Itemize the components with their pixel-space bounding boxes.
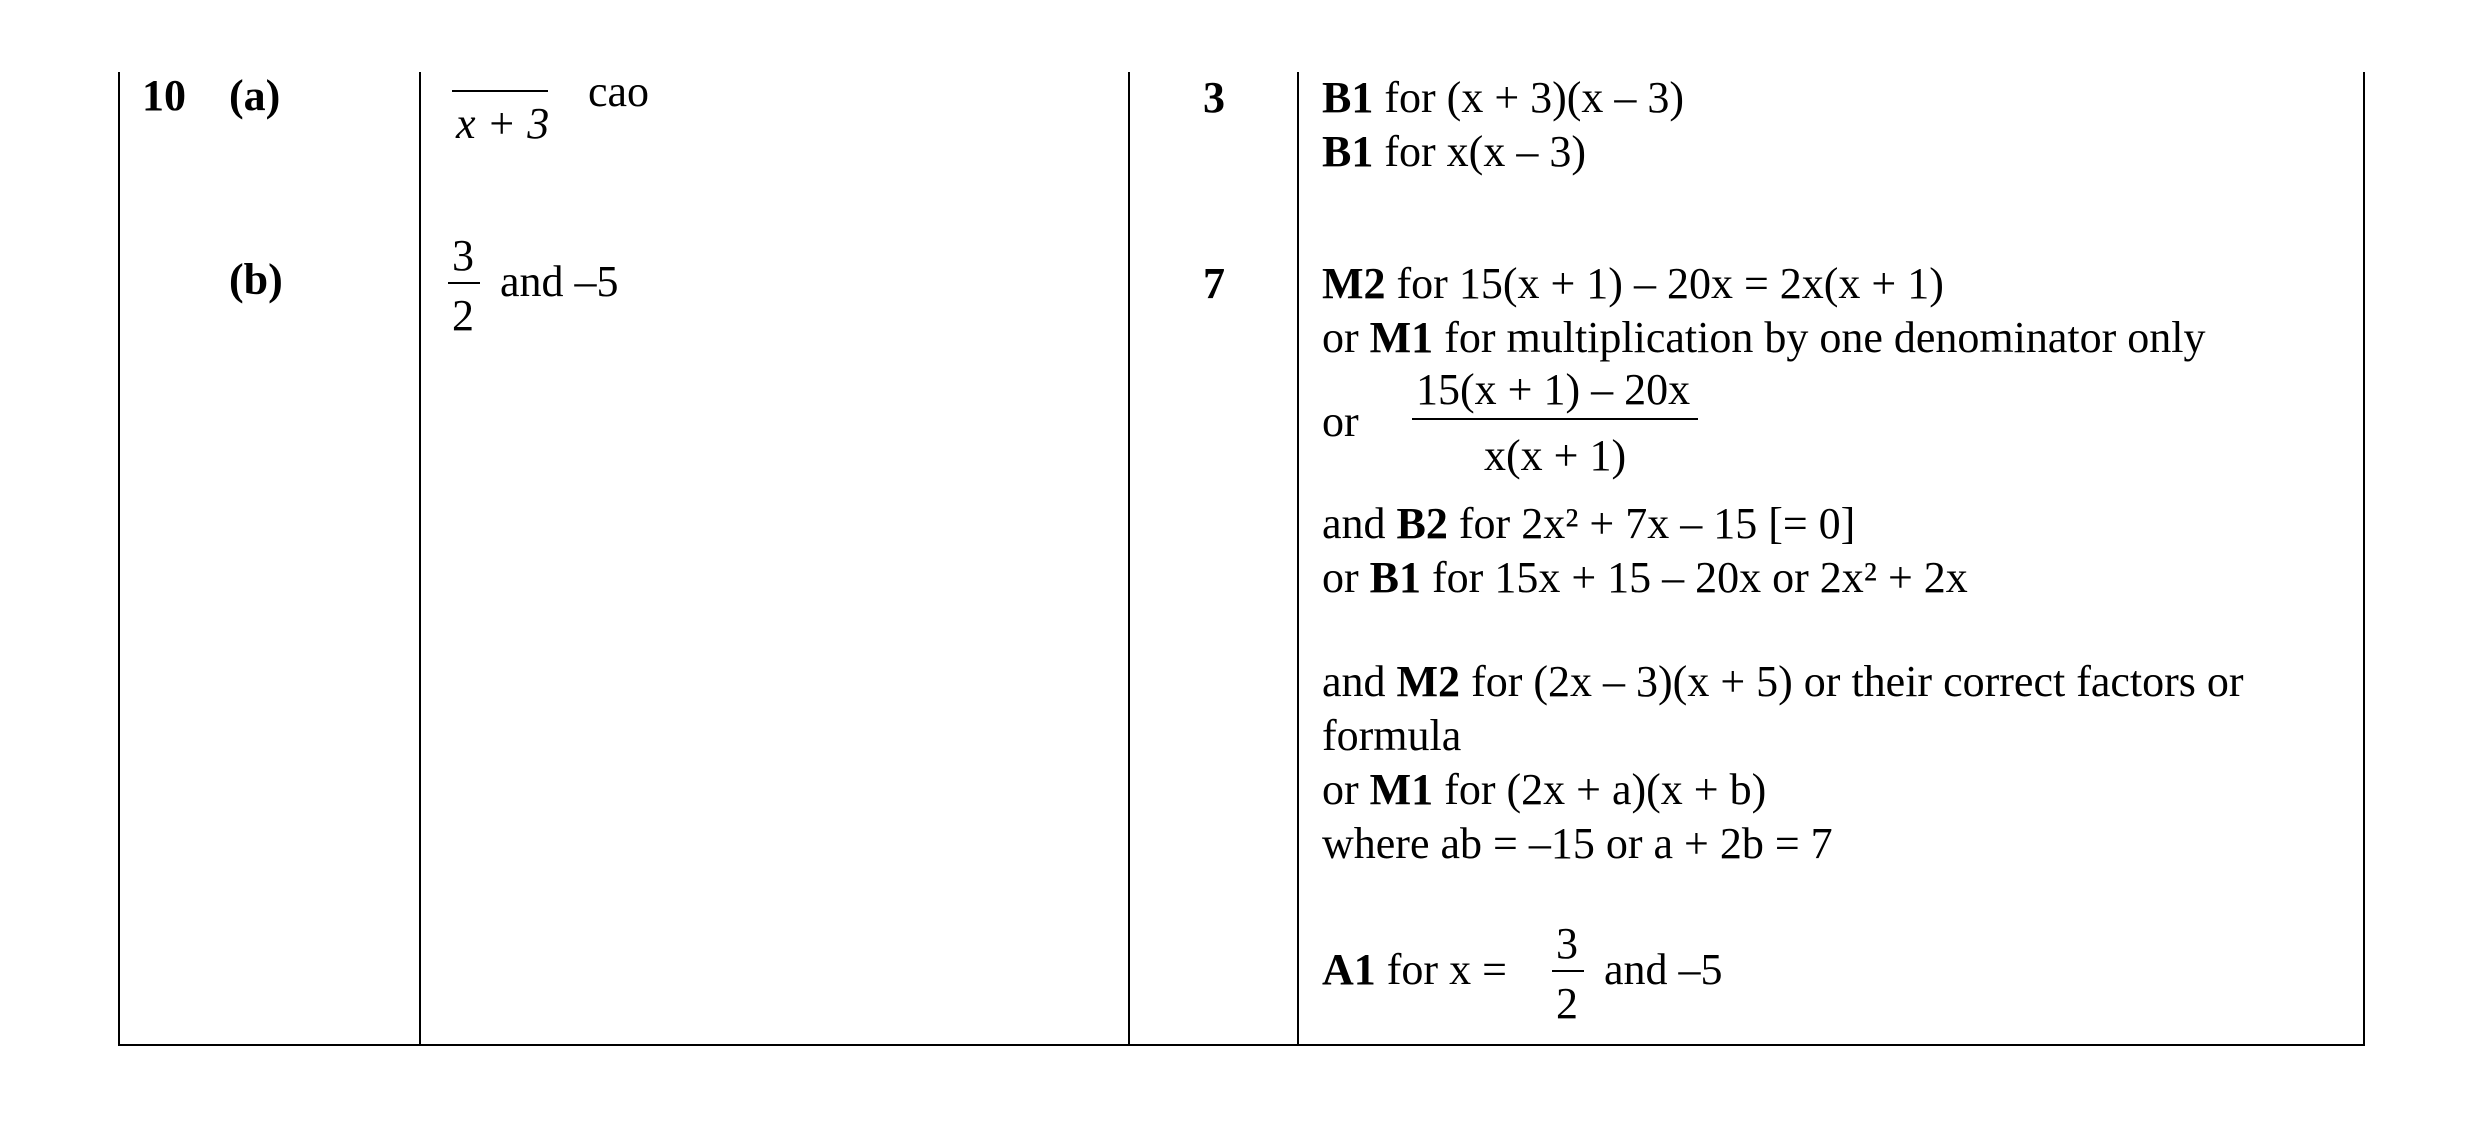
mark-text: for 2x² + 7x – 15 [= 0] <box>1458 499 1856 548</box>
connector-word: or <box>1322 553 1359 602</box>
mark-text: for x(x – 3) <box>1384 127 1586 176</box>
fraction-numerator: 3 <box>1556 919 1578 968</box>
part-b-note-line-6 <box>1322 657 2244 706</box>
connector-word: or <box>1322 313 1359 362</box>
part-b-marks: 7 <box>1203 259 1225 308</box>
part-b-note-line-10-tail: and –5 <box>1604 945 1723 994</box>
question-number: 10 <box>142 71 186 120</box>
part-b-note-line-7: formula <box>1322 711 1462 760</box>
fraction-denominator: x(x + 1) <box>1484 431 1627 480</box>
part-b-note-line-10 <box>1322 945 1507 994</box>
mark-text: for (2x + a)(x + b) <box>1444 765 1767 814</box>
part-b-note-line-1 <box>1322 259 1944 308</box>
mark-code: B1 <box>1322 73 1374 122</box>
mark-code: A1 <box>1322 945 1376 994</box>
part-b-note-line-5 <box>1322 553 1968 602</box>
part-a-answer-denominator: x + 3 <box>456 99 550 148</box>
part-a-note-1 <box>1322 73 1685 122</box>
mark-text: for 15(x + 1) – 20x = 2x(x + 1) <box>1396 259 1944 308</box>
table-divider-marks <box>1128 72 1130 1046</box>
fraction-bar <box>1552 970 1584 972</box>
fraction-bar <box>1412 418 1698 420</box>
table-border-right <box>2363 72 2365 1046</box>
part-b-note-line-3-prefix: or <box>1322 397 1359 446</box>
table-border-bottom <box>118 1044 2365 1046</box>
part-b-label: (b) <box>229 255 283 304</box>
table-divider-notes <box>1297 72 1299 1046</box>
fraction-denominator: 2 <box>1556 979 1578 1028</box>
mark-text: for x = <box>1386 945 1507 994</box>
part-a-marks: 3 <box>1203 73 1225 122</box>
mark-code: B1 <box>1322 127 1374 176</box>
part-b-note-line-8 <box>1322 765 1767 814</box>
connector-word: or <box>1322 765 1359 814</box>
part-b-note-line-9: where ab = –15 or a + 2b = 7 <box>1322 819 1833 868</box>
table-border-left <box>118 72 120 1046</box>
part-b-note-line-4 <box>1322 499 1856 548</box>
connector-word: and <box>1322 499 1386 548</box>
mark-text: for 15x + 15 – 20x or 2x² + 2x <box>1432 553 1968 602</box>
mark-code: M2 <box>1396 657 1461 706</box>
part-b-answer-tail: and –5 <box>500 257 619 306</box>
mark-code: B1 <box>1369 553 1422 602</box>
mark-text: for (2x – 3)(x + 5) or their correct factors or <box>1471 657 2244 706</box>
fraction-bar <box>448 282 480 284</box>
part-b-note-line-2 <box>1322 313 2206 362</box>
table-divider-answer <box>419 72 421 1046</box>
part-a-answer-note: cao <box>588 67 650 116</box>
mark-text: for (x + 3)(x – 3) <box>1384 73 1685 122</box>
connector-word: and <box>1322 657 1386 706</box>
fraction-numerator: 15(x + 1) – 20x <box>1416 365 1691 414</box>
mark-code: M2 <box>1322 259 1386 308</box>
mark-code: M1 <box>1369 313 1434 362</box>
part-a-note-2 <box>1322 127 1586 176</box>
fraction-numerator: 3 <box>452 231 474 280</box>
fraction-bar <box>452 90 548 92</box>
part-a-label: (a) <box>229 71 281 120</box>
fraction-denominator: 2 <box>452 291 474 340</box>
mark-code: B2 <box>1396 499 1448 548</box>
mark-text: for multiplication by one denominator only <box>1444 313 2206 362</box>
mark-code: M1 <box>1369 765 1434 814</box>
